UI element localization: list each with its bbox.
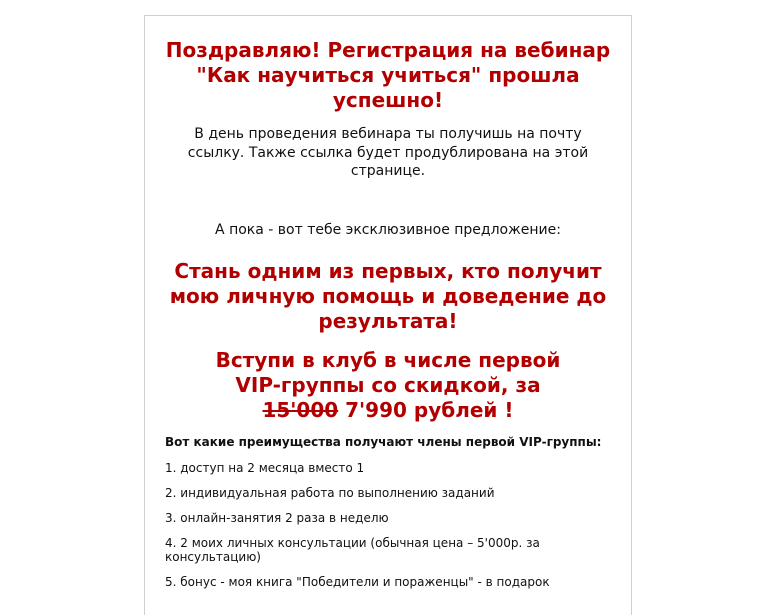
old-price: 15'000 (262, 397, 339, 422)
benefit-item: 1. доступ на 2 месяца вместо 1 (165, 460, 365, 475)
benefit-item: 2. индивидуальная работа по выполнению заданий (165, 485, 495, 500)
club-line-1: Вступи в клуб в числе первой (215, 347, 561, 372)
benefit-item: 3. онлайн-занятия 2 раза в неделю (165, 510, 389, 525)
club-offer-heading (165, 348, 611, 423)
benefit-item: 4. 2 моих личных консультации (обычная цена – 5'000р. за консультацию) (165, 535, 540, 564)
intro-text: В день проведения вебинара ты получишь на почту ссылку. Также ссылка будет продублирована на этой странице. (187, 126, 589, 179)
new-price: 7'990 рублей ! (338, 397, 514, 422)
page-title: Поздравляю! Регистрация на вебинар "Как научиться учиться" прошла успешно! (165, 38, 611, 112)
club-line-2: VIP-группы со скидкой, за (235, 372, 541, 397)
offer-headline: Стань одним из первых, кто получит мою личную помощь и доведение до результата! (169, 258, 607, 333)
benefits-title: Вот какие преимущества получают члены первой VIP-группы: (165, 434, 602, 449)
benefit-item: 5. бонус - моя книга "Победители и пораженцы" - в подарок (165, 574, 550, 589)
offer-intro-text: А пока - вот тебе эксклюзивное предложение: (215, 221, 561, 238)
content-card (144, 15, 632, 615)
